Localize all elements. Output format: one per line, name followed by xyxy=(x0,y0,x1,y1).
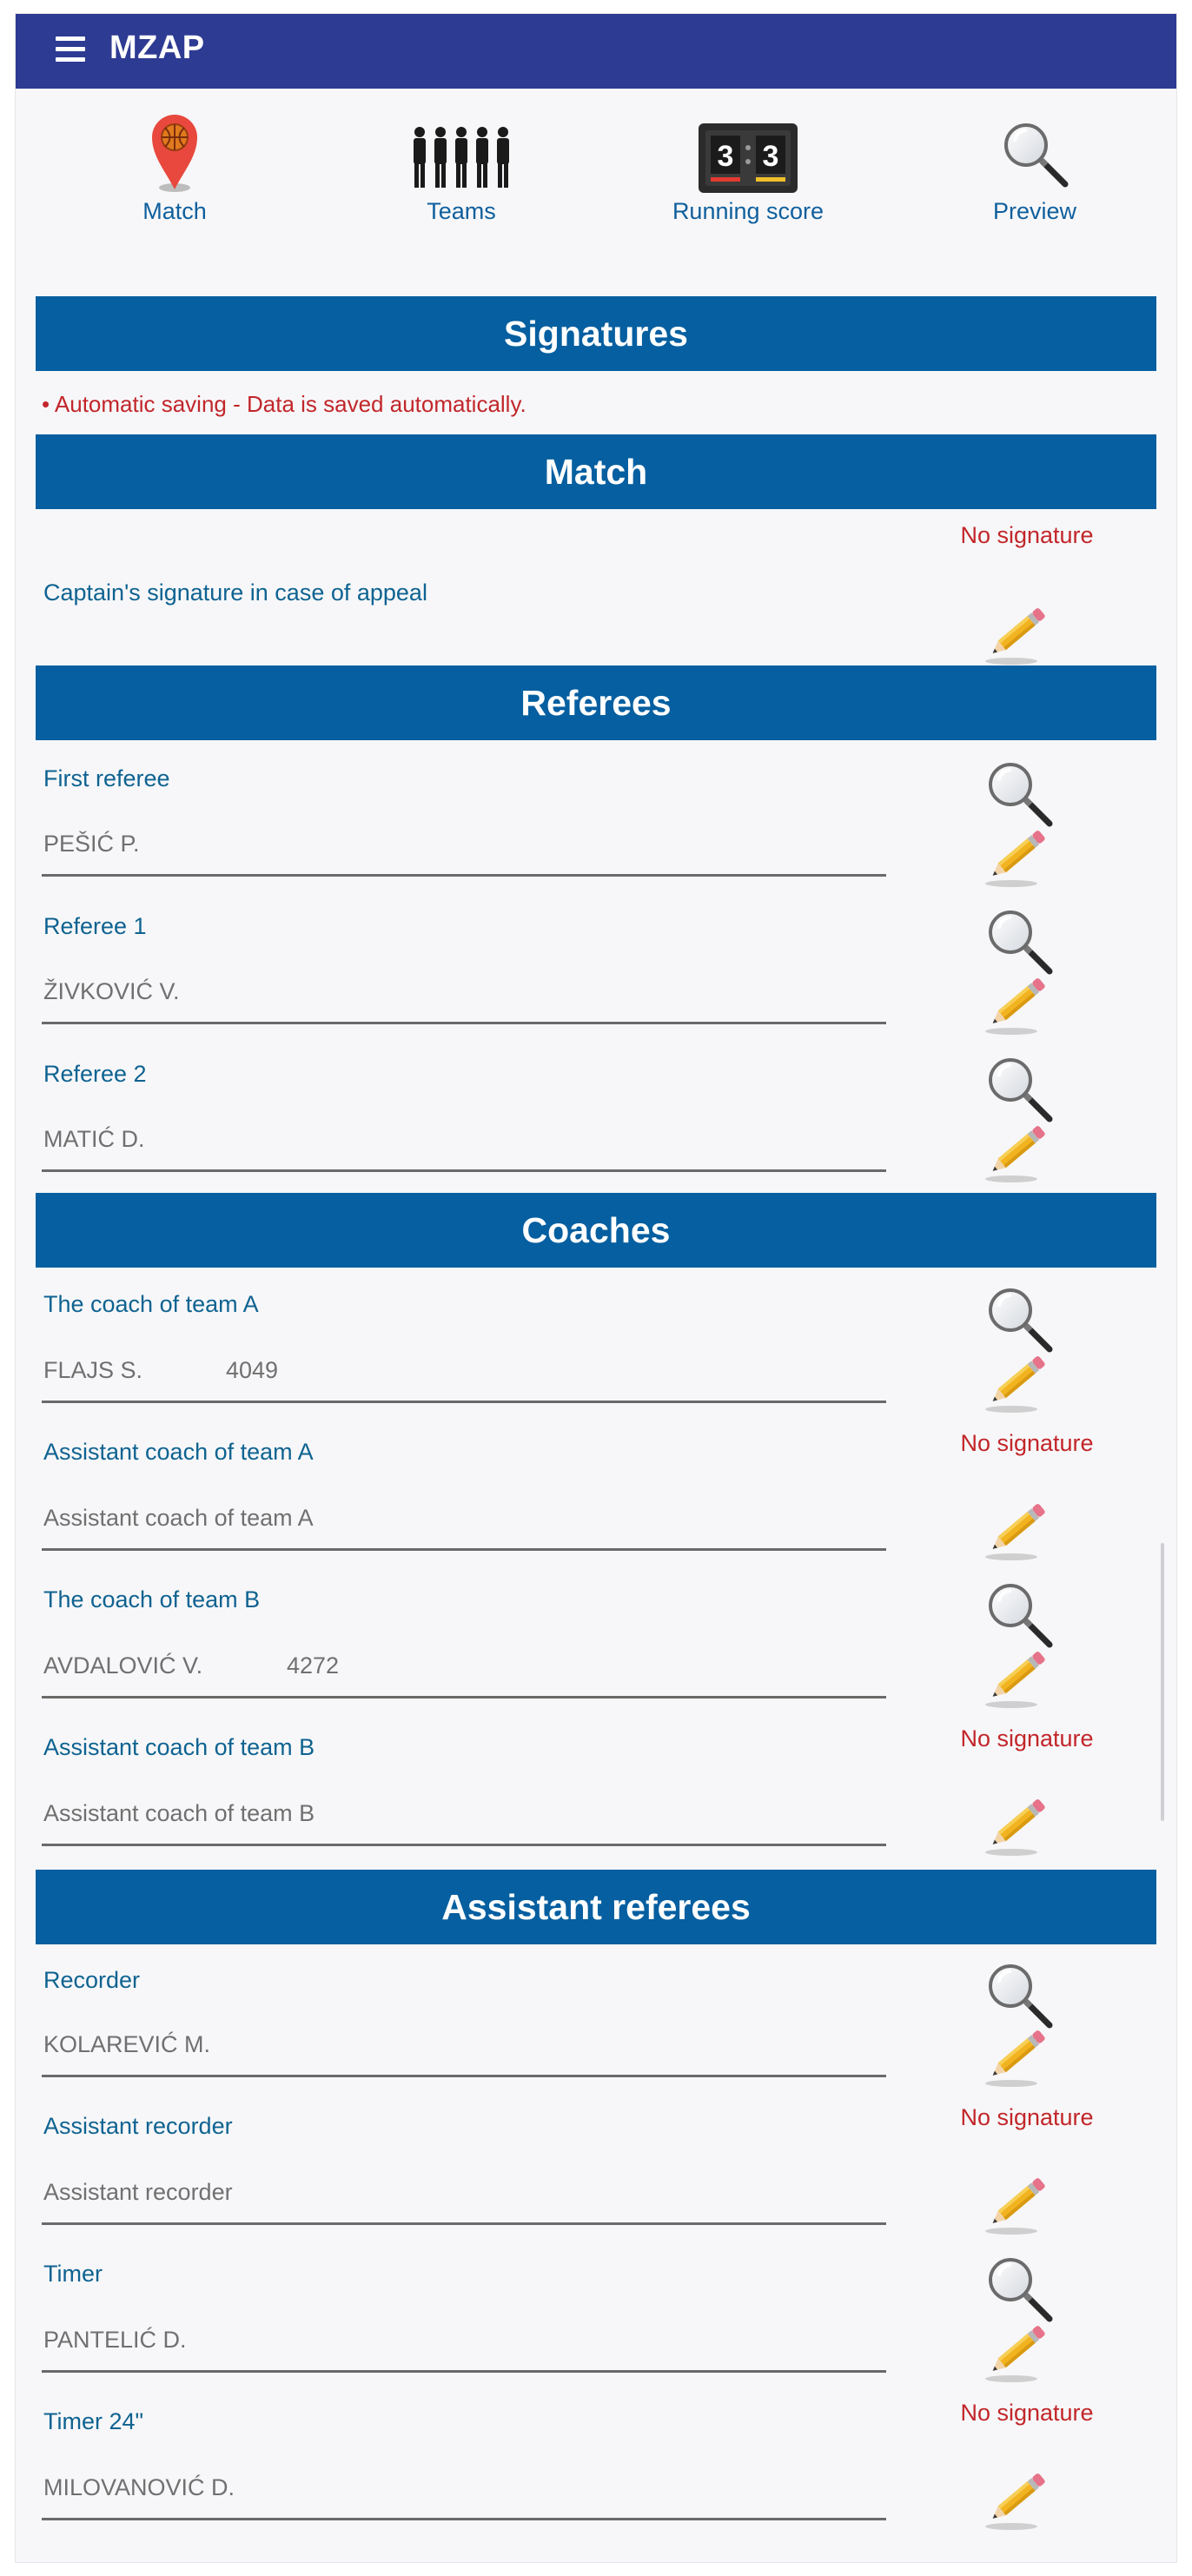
app-bar xyxy=(16,14,1176,89)
scrollbar[interactable] xyxy=(1161,1543,1164,1821)
timer-field[interactable] xyxy=(42,2321,886,2373)
coach-team-b-field[interactable] xyxy=(42,1647,886,1699)
team-icon xyxy=(409,123,513,193)
referee-1-field[interactable] xyxy=(42,973,886,1024)
status-badge: No signature xyxy=(960,522,1094,548)
row-label-assistant-coach-team-b: Assistant coach of team B xyxy=(43,1734,315,1760)
field-value: FLAJS S. xyxy=(43,1357,143,1383)
nav-preview[interactable] xyxy=(891,89,1176,228)
pencil-icon[interactable] xyxy=(980,2460,1055,2535)
menu-icon[interactable] xyxy=(56,36,85,64)
license-number: 4049 xyxy=(226,1357,279,1383)
timer-24-field[interactable] xyxy=(42,2469,886,2520)
row-label-timer-24: Timer 24" xyxy=(43,2408,144,2434)
recorder-field[interactable] xyxy=(42,2026,886,2077)
scoreboard-right-digit: 3 xyxy=(762,140,779,173)
row-label-assistant-recorder: Assistant recorder xyxy=(43,2113,233,2139)
pencil-icon[interactable] xyxy=(980,2165,1055,2240)
scoreboard-icon xyxy=(699,123,798,193)
nav-running-score[interactable] xyxy=(605,89,891,228)
row-label-first-referee: First referee xyxy=(43,765,170,791)
nav-teams-label: Teams xyxy=(427,198,496,224)
field-value: MATIĆ D. xyxy=(43,1126,145,1152)
pencil-icon[interactable] xyxy=(980,965,1055,1040)
field-value: Assistant recorder xyxy=(43,2179,233,2205)
top-navigation xyxy=(16,89,1176,228)
row-label-coach-team-a: The coach of team A xyxy=(43,1291,259,1317)
field-value: ŽIVKOVIĆ V. xyxy=(43,978,180,1004)
status-badge: No signature xyxy=(960,2400,1094,2426)
scoreboard-left-digit: 3 xyxy=(717,140,734,173)
captain-signature-label: Captain's signature in case of appeal xyxy=(43,579,427,606)
section-header-assistant-referees: Assistant referees xyxy=(36,1870,1156,1944)
section-header-referees: Referees xyxy=(36,666,1156,740)
coach-team-a-field[interactable] xyxy=(42,1352,886,1403)
pencil-icon[interactable] xyxy=(980,1639,1055,1713)
field-value: MILOVANOVIĆ D. xyxy=(43,2474,235,2500)
page-title: Signatures xyxy=(36,296,1156,371)
pencil-icon[interactable] xyxy=(980,1786,1055,1861)
assistant-coach-team-b-field[interactable] xyxy=(42,1795,886,1846)
row-label-timer: Timer xyxy=(43,2261,103,2287)
field-value: PANTELIĆ D. xyxy=(43,2327,187,2353)
section-header-match: Match xyxy=(36,434,1156,509)
assistant-recorder-field[interactable] xyxy=(42,2174,886,2225)
nav-teams[interactable] xyxy=(318,89,605,228)
status-badge: No signature xyxy=(960,1725,1094,1752)
autosave-note: • Automatic saving - Data is saved automatically. xyxy=(42,391,526,417)
nav-match-label: Match xyxy=(142,198,207,224)
field-value: Assistant coach of team B xyxy=(43,1800,315,1826)
pencil-icon[interactable] xyxy=(980,1343,1055,1418)
row-label-recorder: Recorder xyxy=(43,1967,141,1993)
nav-running-score-label: Running score xyxy=(672,198,824,224)
app-screen xyxy=(16,14,1176,2562)
pencil-icon[interactable] xyxy=(980,818,1055,892)
row-label-coach-team-b: The coach of team B xyxy=(43,1586,261,1612)
license-number: 4272 xyxy=(287,1652,340,1679)
assistant-coach-team-a-field[interactable] xyxy=(42,1500,886,1551)
field-value: AVDALOVIĆ V. xyxy=(43,1652,203,1679)
pencil-icon[interactable] xyxy=(980,2313,1055,2387)
nav-match[interactable] xyxy=(31,89,318,228)
row-label-assistant-coach-team-a: Assistant coach of team A xyxy=(43,1439,314,1465)
status-badge: No signature xyxy=(960,2104,1094,2130)
row-label-referee-2: Referee 2 xyxy=(43,1061,147,1087)
pencil-icon[interactable] xyxy=(980,595,1055,670)
pencil-icon[interactable] xyxy=(980,2017,1055,2092)
pencil-icon[interactable] xyxy=(980,1491,1055,1566)
map-pin-ball-icon xyxy=(149,111,201,195)
section-header-coaches: Coaches xyxy=(36,1193,1156,1268)
row-label-referee-1: Referee 1 xyxy=(43,913,147,939)
field-value: PEŠIĆ P. xyxy=(43,831,140,857)
referee-2-field[interactable] xyxy=(42,1121,886,1172)
app-title: MZAP xyxy=(109,30,205,66)
magnifier-icon xyxy=(997,116,1072,191)
first-referee-field[interactable] xyxy=(42,825,886,877)
nav-preview-label: Preview xyxy=(992,198,1077,224)
field-value: KOLAREVIĆ M. xyxy=(43,2031,211,2057)
status-badge: No signature xyxy=(960,1430,1094,1456)
field-value: Assistant coach of team A xyxy=(43,1505,314,1531)
pencil-icon[interactable] xyxy=(980,1113,1055,1188)
